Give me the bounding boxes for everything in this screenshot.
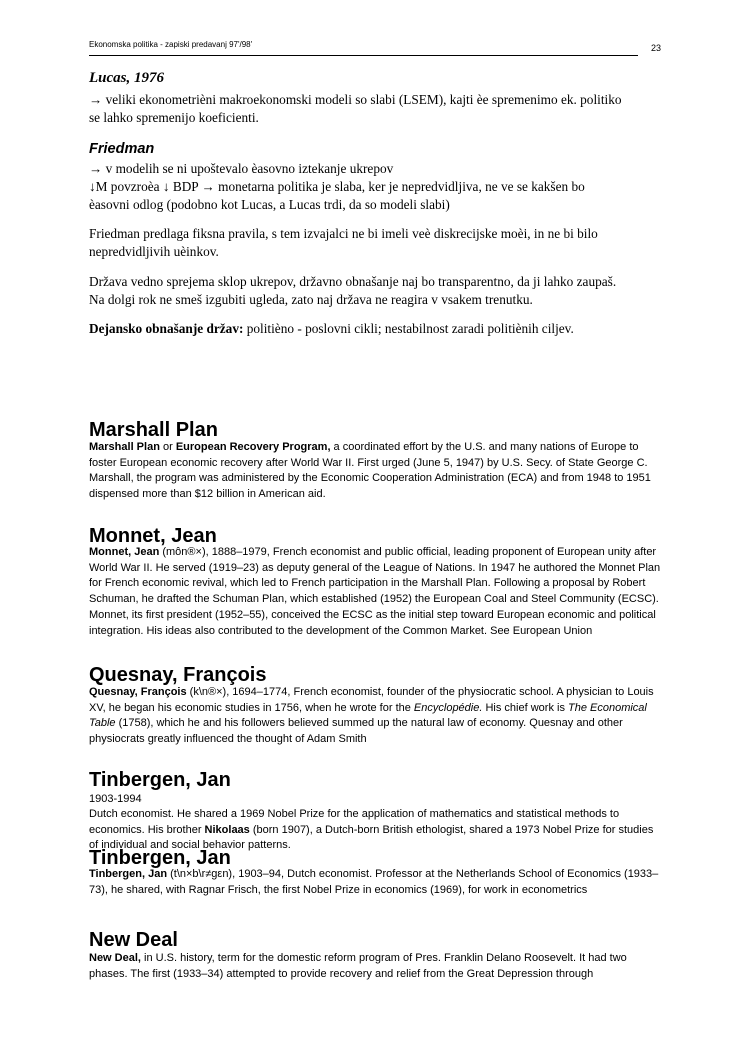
text: His chief work is [482, 701, 568, 714]
text: (t\n×b\r≠gεn), 1903–94, Dutch economist. Professor at the Netherlands School of Economics (1933–73), he shared, with Ragnar Frisch, the first Nobel Prize in economics (1969), for work in econometrics [89, 868, 659, 896]
text: (môn®×), 1888–1979, French economist and public official, leading proponent of European unity after World War II. He served (1919–23) as deputy general of the League of Nations. In 1947 he authored the Monnet Plan for French economic revival, which led to French participation in the Marshall Plan. Following a proposal by Robert Schuman, he drafted the Schuman Plan, which established (1952) the European Coal and Steel Community (ECSC). Monnet, its first president (1952–55), conceived the ECSC as the initial step toward European economic and political integration. His ideas also contributed to the development of the Common Market. See European Union [89, 546, 661, 637]
italic-title: Encyclopédie. [413, 701, 483, 714]
text-line: ↓M povzroèa ↓ BDP → monetarna politika je slaba, ker je nepredvidljiva, ne ve se kakšen bo [89, 179, 585, 194]
text-line: → v modelih se ni upoštevalo èasovno iztekanje ukrepov [89, 161, 394, 176]
marshall-text [89, 440, 664, 503]
text: or [159, 441, 176, 453]
running-header: Ekonomska politika - zapiski predavanj 97'/98' [89, 40, 253, 49]
bold-term: Monnet, Jean [89, 546, 160, 558]
text: politièno - poslovni cikli; nestabilnost zaradi politiènih ciljev. [243, 321, 574, 336]
bold-term: Tinbergen, Jan [89, 868, 168, 880]
friedman-text [89, 160, 664, 214]
tinbergen-heading: Tinbergen, Jan [89, 769, 231, 791]
bold-term: New Deal, [89, 952, 141, 964]
lucas-heading: Lucas, 1976 [89, 70, 164, 86]
text: (1758), which he and his followers believed summed up the natural law of economy. Quesnay and other physiocrats greatly influenced the thought of Adam Smith [89, 717, 623, 746]
text-line: Država vedno sprejema sklop ukrepov, državno obnašanje naj bo transparentno, da ji lahko zaupaš. [89, 274, 617, 289]
friedman-heading: Friedman [89, 141, 155, 157]
header-rule [89, 55, 638, 56]
text: (born 1907), a Dutch-born British ethologist, shared a 1973 Nobel Prize for studies of individual and social behavior patterns. [89, 823, 654, 852]
friedman-para3 [89, 273, 664, 309]
newdeal-text [89, 951, 664, 982]
text: in U.S. history, term for the domestic reform program of Pres. Franklin Delano Roosevelt. It had two phases. The first (1933–34) attempted to provide recovery and relief from the Great Depression through [89, 952, 627, 980]
friedman-para4 [89, 320, 664, 338]
page-number: 23 [651, 43, 662, 53]
italic-title: The Economical Table [89, 701, 647, 730]
text-line: → veliki ekonometrièni makroekonomski modeli so slabi (LSEM), kajti èe spremenimo ek. politiko [89, 92, 622, 107]
quesnay-text [89, 685, 664, 748]
text: Dutch economist. He shared a 1969 Nobel Prize for the application of mathematics and statistical methods to economics. His brother [89, 808, 620, 836]
quesnay-heading: Quesnay, François [89, 664, 267, 686]
friedman-para2 [89, 225, 664, 261]
tinbergen-heading-2: Tinbergen, Jan [89, 847, 231, 869]
text: (k\n®×), 1694–1774, French economist, founder of the physiocratic school. A physician to Louis XV, he began his economic studies in 1756, when he wrote for the [89, 686, 654, 714]
monnet-text [89, 545, 664, 639]
tinbergen-text-2 [89, 867, 664, 898]
text-line: èasovni odlog (podobno kot Lucas, a Lucas trdi, da so modeli slabi) [89, 197, 450, 212]
newdeal-heading: New Deal [89, 929, 178, 951]
bold-term: Quesnay, François [89, 686, 187, 698]
text: a coordinated effort by the U.S. and many nations of Europe to foster European economic recovery after World War II. First urged (June 5, 1947) by U.S. Secy. of State George C. Marshall, the program was administered by the Economic Cooperation Administration (ECA) and from 1948 to 1951 dispensed more than $12 billion in American aid. [89, 441, 651, 501]
text-line: Na dolgi rok ne smeš izgubiti ugleda, zato naj država ne reagira v vsakem trenutku. [89, 292, 533, 307]
tinbergen-years: 1903-1994 [89, 793, 142, 805]
text-line: Friedman predlaga fiksna pravila, s tem izvajalci ne bi imeli veè diskrecijske moèi, in ne bi bilo [89, 226, 598, 241]
lucas-text [89, 91, 664, 127]
bold-term: Nikolaas [204, 823, 250, 836]
bold-term: Dejansko obnašanje držav: [89, 321, 244, 336]
bold-term: European Recovery Program, [175, 441, 331, 453]
marshall-heading: Marshall Plan [89, 419, 218, 441]
text-line: nepredvidljivih uèinkov. [89, 244, 219, 259]
text-line: se lahko spremenijo koeficienti. [89, 110, 259, 125]
bold-term: Marshall Plan [89, 441, 160, 453]
monnet-heading: Monnet, Jean [89, 525, 217, 547]
